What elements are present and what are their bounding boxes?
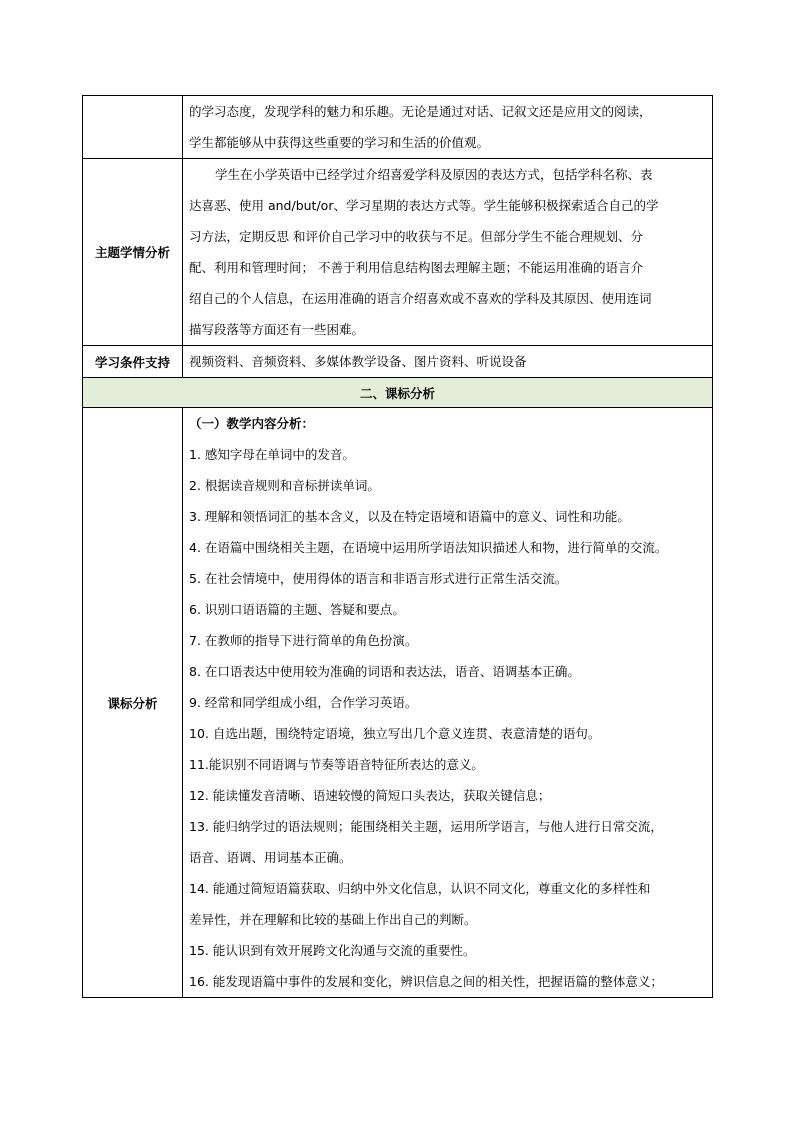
curriculum-item: 10. 自选出题，围绕特定语境，独立写出几个意义连贯、表意清楚的语句。 xyxy=(189,726,601,741)
curriculum-label: 课标分析 xyxy=(83,408,183,998)
topic-analysis-row xyxy=(83,159,713,346)
topic-analysis-line: 配、利用和管理时间； 不善于利用信息结构图去理解主题；不能运用准确的语言介 xyxy=(189,260,643,275)
curriculum-item: 6. 识别口语语篇的主题、答疑和要点。 xyxy=(189,602,405,617)
curriculum-item: 3. 理解和领悟词汇的基本含义，以及在特定语境和语篇中的意义、词性和功能。 xyxy=(189,509,630,524)
curriculum-item: 11.能识别不同语调与节奏等语音特征所表达的意义。 xyxy=(189,757,484,772)
lesson-plan-table xyxy=(82,95,713,998)
curriculum-heading: （一）教学内容分析： xyxy=(189,416,315,431)
section-header-row xyxy=(83,378,713,408)
continuation-label xyxy=(83,96,183,159)
curriculum-item: 13. 能归纳学过的语法规则；能围绕相关主题，运用所学语言，与他人进行日常交流， xyxy=(189,819,663,834)
continuation-line: 学生都能够从中获得这些重要的学习和生活的价值观。 xyxy=(189,135,490,150)
topic-analysis-line: 学生在小学英语中已经学过介绍喜爱学科及原因的表达方式，包括学科名称、表 xyxy=(215,167,653,182)
curriculum-item: 15. 能认识到有效开展跨文化沟通与交流的重要性。 xyxy=(189,943,476,958)
curriculum-item: 16. 能发现语篇中事件的发展和变化，辨识信息之间的相关性，把握语篇的整体意义； xyxy=(189,974,663,989)
conditions-label: 学习条件支持 xyxy=(83,346,183,378)
curriculum-item: 4. 在语篇中围绕相关主题，在语境中运用所学语法知识描述人和物，进行简单的交流。 xyxy=(189,540,668,555)
topic-analysis-line: 习方法，定期反思 和评价自己学习中的收获与不足。但部分学生不能合理规划、分 xyxy=(189,229,643,244)
continuation-content xyxy=(183,96,713,159)
curriculum-row xyxy=(83,408,713,998)
curriculum-item: 9. 经常和同学组成小组，合作学习英语。 xyxy=(189,695,418,710)
curriculum-item: 2. 根据读音规则和音标拼读单词。 xyxy=(189,478,380,493)
curriculum-item: 14. 能通过简短语篇获取、归纳中外文化信息，认识不同文化，尊重文化的多样性和 xyxy=(189,881,651,896)
curriculum-item: 5. 在社会情境中，使用得体的语言和非语言形式进行正常生活交流。 xyxy=(189,571,568,586)
conditions-row xyxy=(83,346,713,378)
conditions-content: 视频资料、音频资料、多媒体教学设备、图片资料、听说设备 xyxy=(183,346,713,378)
topic-analysis-line: 达喜恶、使用 and/but/or、学习星期的表达方式等。学生能够积极探索适合自己的学 xyxy=(189,198,659,213)
curriculum-item: 1. 感知字母在单词中的发音。 xyxy=(189,447,355,462)
curriculum-item: 12. 能读懂发音清晰、语速较慢的简短口头表达，获取关键信息； xyxy=(189,788,551,803)
curriculum-item: 7. 在教师的指导下进行简单的角色扮演。 xyxy=(189,633,418,648)
curriculum-content xyxy=(183,408,713,998)
continuation-line: 的学习态度，发现学科的魅力和乐趣。无论是通过对话、记叙文还是应用文的阅读， xyxy=(189,104,652,119)
section-header: 二、课标分析 xyxy=(83,378,713,408)
curriculum-item: 差异性，并在理解和比较的基础上作出自己的判断。 xyxy=(189,912,477,927)
topic-analysis-content xyxy=(183,159,713,346)
topic-analysis-line: 描写段落等方面还有一些困难。 xyxy=(189,322,365,337)
continuation-row xyxy=(83,96,713,159)
topic-analysis-label: 主题学情分析 xyxy=(83,159,183,346)
topic-analysis-line: 绍自己的个人信息，在运用准确的语言介绍喜欢或不喜欢的学科及其原因、使用连词 xyxy=(189,291,652,306)
curriculum-item: 语音、语调、用词基本正确。 xyxy=(189,850,352,865)
curriculum-item: 8. 在口语表达中使用较为准确的词语和表达法，语音、语调基本正确。 xyxy=(189,664,580,679)
